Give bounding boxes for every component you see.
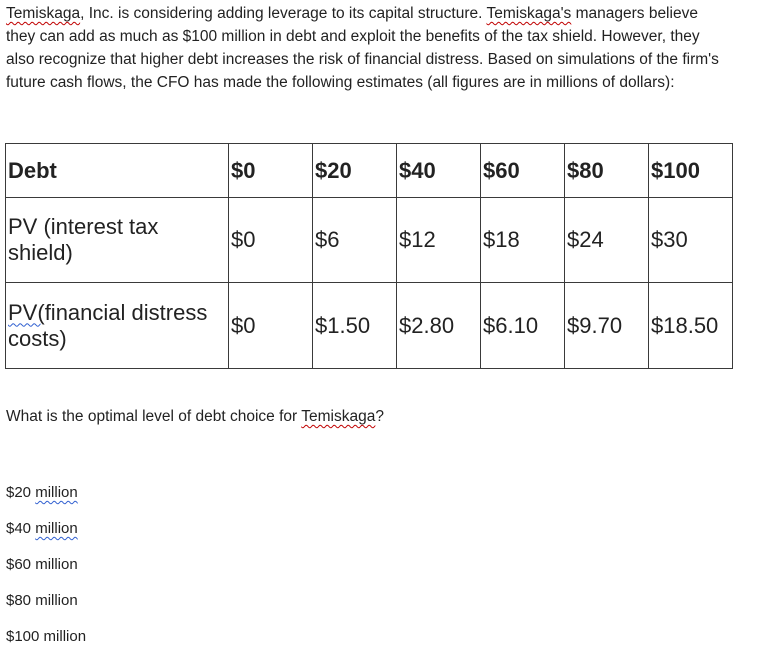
header-debt-100: $100: [649, 144, 733, 198]
question-text: [6, 408, 384, 426]
intro-line-2: they can add as much as $100 million in debt and exploit the benefits of the tax shield. However, they: [6, 28, 700, 45]
intro-line-3: also recognize that higher debt increases the risk of financial distress. Based on simulations of the firm's: [6, 51, 719, 68]
header-debt-0: $0: [229, 144, 313, 198]
row-label-distress-costs: [6, 283, 229, 369]
option-amount: $20: [6, 484, 36, 501]
intro-line-1-text: , Inc. is considering adding leverage to its capital structure.: [80, 5, 487, 22]
option-unit: million: [35, 484, 78, 501]
option-amount: $100 million: [6, 628, 87, 645]
row-label-tax-shield: PV (interest tax shield): [6, 198, 229, 283]
answer-option-100[interactable]: [6, 626, 86, 662]
table-cell: $0: [229, 198, 313, 283]
header-debt-20: $20: [313, 144, 397, 198]
table-row: [6, 198, 733, 283]
intro-company-possessive: Temiskaga's: [486, 5, 572, 22]
question-text-start: What is the optimal level of debt choice for: [6, 408, 302, 425]
row-label-distress-prefix: PV(: [8, 299, 45, 325]
problem-statement: [6, 2, 758, 94]
question-mark: ?: [375, 408, 384, 425]
option-amount: $80 million: [6, 592, 78, 609]
intro-line-4: future cash flows, the CFO has made the following estimates (all figures are in millions of dollars):: [6, 74, 675, 91]
header-debt-80: $80: [565, 144, 649, 198]
estimates-table: [5, 143, 733, 369]
answer-option-60[interactable]: [6, 554, 86, 590]
option-unit: million: [35, 520, 78, 537]
row-label-distress-text: financial distress costs): [8, 299, 208, 351]
option-amount: $60 million: [6, 556, 78, 573]
answer-option-80[interactable]: [6, 590, 86, 626]
table-cell: $24: [565, 198, 649, 283]
table-cell: $6.10: [481, 283, 565, 369]
table-cell: $1.50: [313, 283, 397, 369]
table-cell: $18.50: [649, 283, 733, 369]
table-cell: $0: [229, 283, 313, 369]
table-header-row: [6, 144, 733, 198]
answer-option-40[interactable]: [6, 518, 86, 554]
table-cell: $18: [481, 198, 565, 283]
question-company-name: Temiskaga: [301, 408, 376, 425]
table-cell: $2.80: [397, 283, 481, 369]
header-debt-60: $60: [481, 144, 565, 198]
answer-options: [6, 482, 86, 662]
answer-option-20[interactable]: [6, 482, 86, 518]
table-cell: $30: [649, 198, 733, 283]
table-cell: $12: [397, 198, 481, 283]
intro-line-1: [6, 2, 758, 25]
table-cell: $6: [313, 198, 397, 283]
table-row: [6, 283, 733, 369]
header-debt-40: $40: [397, 144, 481, 198]
intro-line-1-end: managers believe: [571, 5, 698, 22]
header-debt: Debt: [6, 144, 229, 198]
intro-company-name: Temiskaga: [6, 5, 81, 22]
table-cell: $9.70: [565, 283, 649, 369]
option-amount: $40: [6, 520, 36, 537]
